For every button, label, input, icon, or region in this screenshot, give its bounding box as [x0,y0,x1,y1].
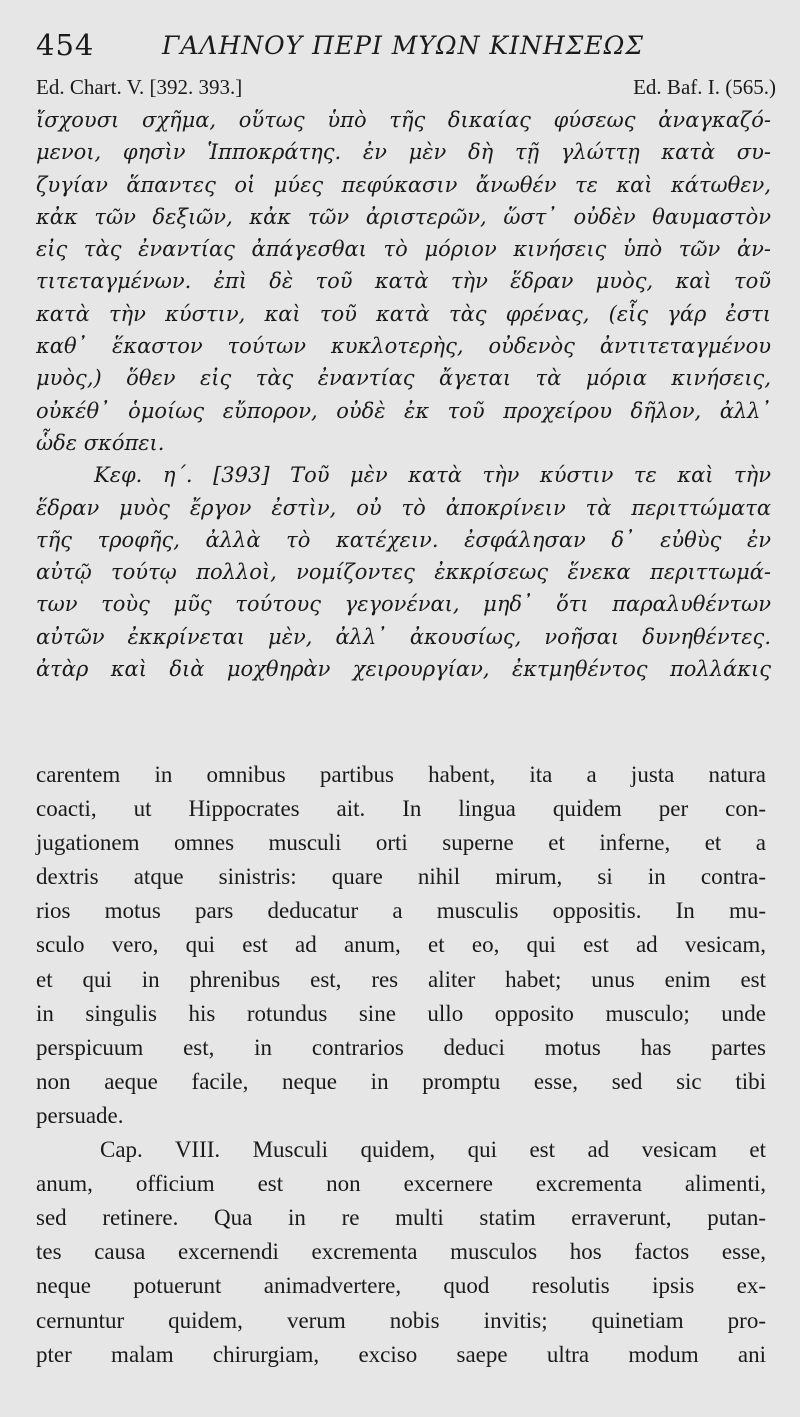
latin-line: sculo vero, qui est ad anum, et eo, qui est ad vesicam, [36,932,766,958]
latin-line: anum, officium est non excernere excrementa alimenti, [36,1171,766,1197]
latin-line: non aeque facile, neque in promptu esse, sed sic tibi [36,1068,766,1094]
greek-line: ὧδε σκόπει. [36,430,165,455]
latin-line: et qui in phrenibus est, res aliter habet; unus enim est [36,966,766,992]
latin-line: in singulis his rotundus sine ullo opposito musculo; unde [36,1000,766,1026]
latin-line: persuade. [36,1102,124,1128]
latin-chapter-heading-line: Cap. VIII. Musculi quidem, qui est ad vesicam et [100,1137,766,1163]
edition-basel-ref: Ed. Baf. I. (565.) [633,75,776,99]
greek-line: μενοι, φησὶν Ἱπποκράτης. ἐν μὲν δὴ τῇ γλώττῃ κατὰ συ- [36,140,771,165]
greek-line: κἀκ τῶν δεξιῶν, κἀκ τῶν ἀριστερῶν, ὥστ᾽ οὐδὲν θαυμαστὸν [36,204,771,229]
latin-line: perspicuum est, in contrarios deduci motus has partes [36,1034,766,1060]
greek-line: κατὰ τὴν κύστιν, καὶ τοῦ κατὰ τὰς φρένας, (εἷς γάρ ἐστι [36,301,771,326]
latin-line: coacti, ut Hippocrates ait. In lingua quidem per con- [36,796,766,822]
greek-line: των τοὺς μῦς τούτους γεγονέναι, μηδ᾽ ὅτι παραλυθέντων [36,592,771,617]
greek-line: ἀτὰρ καὶ διὰ μοχθηρὰν χειρουργίαν, ἐκτμηθέντος πολλάκις [36,657,771,682]
running-title: ΓΑΛΗΝΟΥ ΠΕΡΙ ΜΥΩΝ ΚΙΝΗΣΕΩΣ [162,31,644,60]
greek-line: μυὸς,) ὅθεν εἰς τὰς ἐναντίας ἄγεται τὰ μόρια κινήσεις, [36,366,771,391]
latin-line: dextris atque sinistris: quare nihil mirum, si in contra- [36,864,766,890]
edition-reference-line [36,75,776,105]
edition-chartier-ref: Ed. Chart. V. [392. 393.] [36,75,243,99]
running-head [36,28,776,68]
latin-text-block [36,758,766,1372]
latin-line: carentem in omnibus partibus habent, ita a justa natura [36,762,766,787]
greek-text-block [36,104,771,685]
greek-chapter-heading-line: Κεφ. η΄. [393] Τοῦ μὲν κατὰ τὴν κύστιν τε καὶ τὴν [94,463,771,488]
greek-line: τιτεταγμένων. ἐπὶ δὲ τοῦ κατὰ τὴν ἕδραν μυὸς, καὶ τοῦ [36,269,771,294]
latin-line: tes causa excernendi excrementa musculos hos factos esse, [36,1239,766,1265]
greek-line: ἕδραν μυὸς ἔργον ἐστὶν, οὐ τὸ ἀποκρίνειν τὰ περιττώματα [36,495,771,520]
latin-line: cernuntur quidem, verum nobis invitis; quinetiam pro- [36,1307,766,1333]
greek-line: αὐτῶν ἐκκρίνεται μὲν, ἀλλ᾽ ἀκουσίως, νοῆσαι δυνηθέντες. [36,624,771,649]
latin-line: jugationem omnes musculi orti superne et inferne, et a [36,830,766,856]
greek-line: τῆς τροφῆς, ἀλλὰ τὸ κατέχειν. ἐσφάλησαν δ᾽ εὐθὺς ἐν [36,527,771,552]
greek-line: ἴσχουσι σχῆμα, οὕτως ὑπὸ τῆς δικαίας φύσεως ἀναγκαζό- [36,108,771,132]
latin-line: neque potuerunt animadvertere, quod resolutis ipsis ex- [36,1273,766,1299]
page-number: 454 [36,28,95,62]
greek-line: αὐτῷ τούτῳ πολλοὶ, νομίζοντες ἐκκρίσεως ἕνεκα περιττωμά- [36,560,771,585]
greek-line: καθ᾽ ἕκαστον τούτων κυκλοτερὴς, οὐδενὸς ἀντιτεταγμένου [36,334,771,359]
latin-line: pter malam chirurgiam, exciso saepe ultra modum ani [36,1341,766,1367]
greek-line: εἰς τὰς ἐναντίας ἀπάγεσθαι τὸ μόριον κινήσεις ὑπὸ τῶν ἀν- [36,237,771,262]
latin-line: rios motus pars deducatur a musculis oppositis. In mu- [36,898,766,924]
latin-line: sed retinere. Qua in re multi statim erraverunt, putan- [36,1205,766,1231]
greek-line: ζυγίαν ἅπαντες οἱ μύες πεφύκασιν ἄνωθέν τε καὶ κάτωθεν, [36,172,771,197]
greek-line: οὐκέθ᾽ ὁμοίως εὔπορον, οὐδὲ ἐκ τοῦ προχείρου δῆλον, ἀλλ᾽ [36,398,771,423]
